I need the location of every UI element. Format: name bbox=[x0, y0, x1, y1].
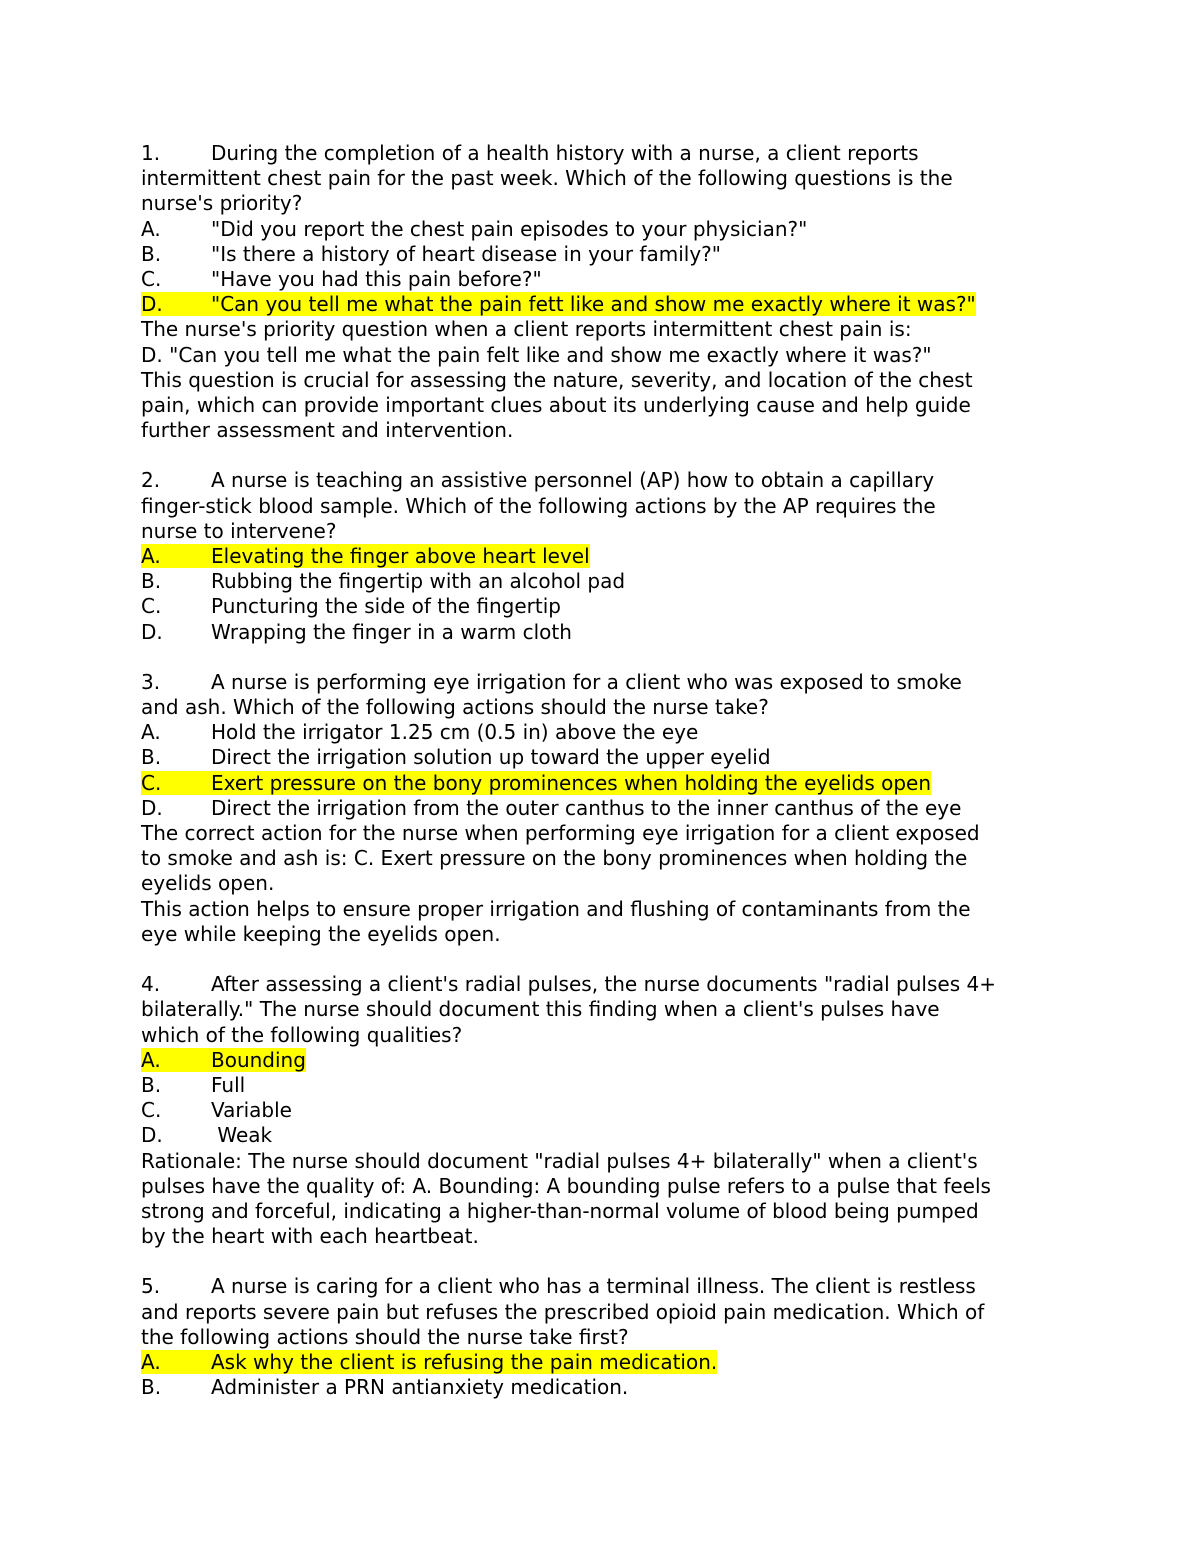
answer-option-content bbox=[141, 796, 961, 820]
option-text: Ask why the client is refusing the pain medication. bbox=[211, 1349, 718, 1374]
option-text: Direct the irrigation solution up toward the upper eyelid bbox=[211, 745, 771, 770]
question-stem-line bbox=[141, 695, 1081, 720]
question-stem-line bbox=[141, 670, 1081, 695]
option-text: Full bbox=[211, 1072, 246, 1097]
answer-option-a bbox=[141, 544, 1081, 569]
answer-option-a bbox=[141, 1048, 1081, 1073]
option-letter: C. bbox=[141, 267, 162, 292]
rationale-line: This action helps to ensure proper irrigation and flushing of contaminants from the bbox=[141, 896, 971, 921]
option-letter: B. bbox=[141, 569, 162, 594]
question-stem-text: A nurse is performing eye irrigation for a client who was exposed to smoke bbox=[211, 669, 962, 694]
question-stem-line bbox=[141, 997, 1081, 1022]
rationale-line: strong and forceful, indicating a higher-than-normal volume of blood being pumped bbox=[141, 1198, 979, 1223]
option-letter: B. bbox=[141, 1072, 162, 1097]
option-letter: A. bbox=[141, 216, 161, 241]
question-stem-text: which of the following qualities? bbox=[141, 1022, 463, 1047]
answer-option-b bbox=[141, 745, 1081, 770]
answer-option-content bbox=[141, 1375, 628, 1399]
question-number: 3. bbox=[141, 669, 161, 694]
rationale-line: by the heart with each heartbeat. bbox=[141, 1224, 479, 1249]
answer-option-a bbox=[141, 217, 1081, 242]
option-letter: D. bbox=[141, 1123, 163, 1148]
question-1 bbox=[141, 141, 1081, 443]
option-text: "Did you report the chest pain episodes to your physician?" bbox=[211, 216, 808, 241]
question-stem-line bbox=[141, 166, 1081, 191]
question-stem-text: A nurse is caring for a client who has a terminal illness. The client is restless bbox=[211, 1274, 976, 1299]
rationale-line: pulses have the quality of: A. Bounding: A bounding pulse refers to a pulse that feels bbox=[141, 1173, 991, 1198]
question-stem-text: and ash. Which of the following actions should the nurse take? bbox=[141, 695, 769, 720]
option-letter: A. bbox=[141, 544, 161, 569]
option-letter: D. bbox=[141, 619, 163, 644]
highlighted-answer bbox=[141, 1350, 717, 1374]
option-text: Hold the irrigator 1.25 cm (0.5 in) above the eye bbox=[211, 720, 699, 745]
highlighted-answer bbox=[141, 292, 976, 316]
option-letter: A. bbox=[141, 720, 161, 745]
question-stem-text: A nurse is teaching an assistive personnel (AP) how to obtain a capillary bbox=[211, 468, 935, 493]
answer-option-b bbox=[141, 569, 1081, 594]
question-number: 1. bbox=[141, 141, 161, 165]
option-letter: C. bbox=[141, 1098, 162, 1123]
rationale-line: The nurse's priority question when a client reports intermittent chest pain is: bbox=[141, 317, 912, 342]
question-stem-line bbox=[141, 1300, 1081, 1325]
answer-option-content bbox=[141, 217, 807, 241]
answer-option-d bbox=[141, 1123, 1081, 1148]
option-text: Wrapping the finger in a warm cloth bbox=[211, 619, 572, 644]
question-stem-line bbox=[141, 191, 1081, 216]
rationale-line: D. "Can you tell me what the pain felt like and show me exactly where it was?" bbox=[141, 342, 932, 367]
answer-option-content bbox=[141, 569, 625, 593]
question-stem-text: intermittent chest pain for the past week. Which of the following questions is the bbox=[141, 166, 953, 191]
rationale-line: pain, which can provide important clues about its underlying cause and help guide bbox=[141, 393, 971, 418]
rationale-line: The correct action for the nurse when performing eye irrigation for a client exposed bbox=[141, 821, 980, 846]
question-stem-line bbox=[141, 141, 1081, 166]
question-stem-text: During the completion of a health history with a nurse, a client reports bbox=[211, 141, 919, 165]
question-number: 2. bbox=[141, 468, 161, 493]
option-letter: C. bbox=[141, 594, 162, 619]
answer-option-a bbox=[141, 1350, 1081, 1375]
option-text: Exert pressure on the bony prominences when holding the eyelids open bbox=[211, 770, 932, 795]
question-2 bbox=[141, 468, 1081, 644]
rationale-line: further assessment and intervention. bbox=[141, 418, 514, 443]
rationale-line: to smoke and ash is: C. Exert pressure on the bony prominences when holding the bbox=[141, 846, 968, 871]
answer-option-content bbox=[141, 720, 698, 744]
option-letter: B. bbox=[141, 241, 162, 266]
option-text: "Can you tell me what the pain fett like and show me exactly where it was?" bbox=[211, 292, 976, 317]
question-stem-text: nurse to intervene? bbox=[141, 518, 337, 543]
question-stem-line bbox=[141, 494, 1081, 519]
option-text: Bounding bbox=[211, 1047, 306, 1072]
rationale-line: eyelids open. bbox=[141, 871, 275, 896]
option-letter: C. bbox=[141, 770, 162, 795]
option-letter: D. bbox=[141, 795, 163, 820]
question-4 bbox=[141, 972, 1081, 1249]
option-letter: B. bbox=[141, 745, 162, 770]
answer-option-content bbox=[141, 267, 542, 291]
highlighted-answer bbox=[141, 1048, 306, 1072]
option-letter: B. bbox=[141, 1375, 162, 1400]
question-number: 5. bbox=[141, 1274, 161, 1299]
highlighted-answer bbox=[141, 771, 931, 795]
answer-option-b bbox=[141, 1073, 1081, 1098]
answer-option-b bbox=[141, 1375, 1081, 1400]
option-text: Variable bbox=[211, 1098, 292, 1123]
answer-option-content bbox=[141, 1098, 292, 1122]
rationale-line: This question is crucial for assessing the nature, severity, and location of the chest bbox=[141, 367, 973, 392]
answer-option-b bbox=[141, 242, 1081, 267]
option-letter: A. bbox=[141, 1349, 161, 1374]
answer-option-d bbox=[141, 796, 1081, 821]
rationale-line: Rationale: The nurse should document "radial pulses 4+ bilaterally" when a client's bbox=[141, 1148, 978, 1173]
document-page bbox=[141, 141, 1081, 1400]
rationale-line: eye while keeping the eyelids open. bbox=[141, 921, 501, 946]
question-stem-line bbox=[141, 972, 1081, 997]
answer-option-c bbox=[141, 1098, 1081, 1123]
question-5 bbox=[141, 1274, 1081, 1400]
option-text: Elevating the finger above heart level bbox=[211, 544, 590, 569]
question-stem-text: and reports severe pain but refuses the prescribed opioid pain medication. Which of bbox=[141, 1299, 985, 1324]
option-text: Rubbing the fingertip with an alcohol pad bbox=[211, 569, 626, 594]
option-text: Administer a PRN antianxiety medication. bbox=[211, 1375, 629, 1400]
option-letter: A. bbox=[141, 1047, 161, 1072]
option-text: "Have you had this pain before?" bbox=[211, 267, 542, 292]
question-stem-line bbox=[141, 1023, 1081, 1048]
answer-option-c bbox=[141, 771, 1081, 796]
answer-option-content bbox=[141, 242, 721, 266]
question-stem-line bbox=[141, 1325, 1081, 1350]
question-stem-line bbox=[141, 468, 1081, 493]
answer-option-c bbox=[141, 267, 1081, 292]
answer-option-content bbox=[141, 745, 771, 769]
answer-option-d bbox=[141, 620, 1081, 645]
highlighted-answer bbox=[141, 544, 590, 568]
question-stem-text: After assessing a client's radial pulses, the nurse documents "radial pulses 4+ bbox=[211, 972, 996, 997]
option-text: Weak bbox=[211, 1123, 273, 1148]
answer-option-content bbox=[141, 1123, 272, 1147]
option-text: "Is there a history of heart disease in your family?" bbox=[211, 241, 721, 266]
question-number: 4. bbox=[141, 972, 161, 997]
question-stem-text: bilaterally." The nurse should document this finding when a client's pulses have bbox=[141, 997, 940, 1022]
question-stem-line bbox=[141, 519, 1081, 544]
question-stem-text: nurse's priority? bbox=[141, 191, 303, 216]
answer-option-content bbox=[141, 1073, 245, 1097]
question-stem-line bbox=[141, 1274, 1081, 1299]
answer-option-content bbox=[141, 620, 572, 644]
answer-option-d bbox=[141, 292, 1081, 317]
question-stem-text: finger-stick blood sample. Which of the following actions by the AP requires the bbox=[141, 493, 936, 518]
answer-option-a bbox=[141, 720, 1081, 745]
option-letter: D. bbox=[141, 292, 163, 317]
answer-option-c bbox=[141, 594, 1081, 619]
option-text: Direct the irrigation from the outer canthus to the inner canthus of the eye bbox=[211, 795, 962, 820]
option-text: Puncturing the side of the fingertip bbox=[211, 594, 561, 619]
question-stem-text: the following actions should the nurse take first? bbox=[141, 1324, 629, 1349]
answer-option-content bbox=[141, 594, 561, 618]
question-3 bbox=[141, 670, 1081, 947]
